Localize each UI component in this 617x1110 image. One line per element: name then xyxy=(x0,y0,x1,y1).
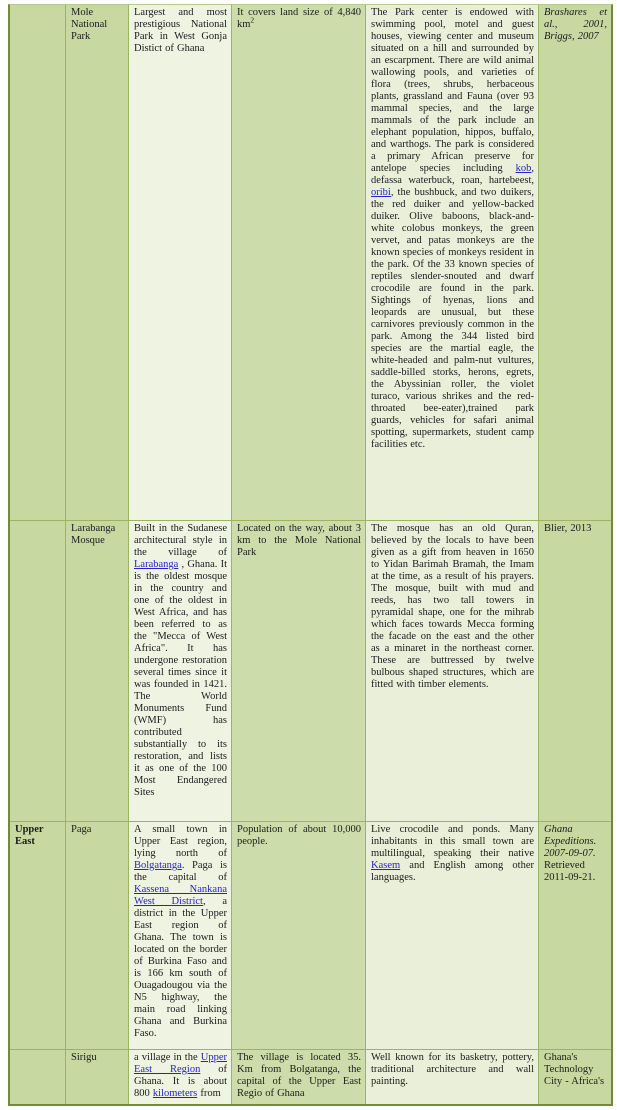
text-link[interactable]: Larabanga xyxy=(134,559,179,570)
text-run: Built in the Sudanese architectural style in the village of xyxy=(134,523,227,558)
text-run: Ghana Expeditions. 2007-09-07. xyxy=(544,824,597,859)
text-run: Brashares et al., 2001, Briggs, 2007 xyxy=(544,7,607,42)
cell-details xyxy=(366,822,539,1050)
cell-details xyxy=(366,5,539,521)
cell-details xyxy=(366,1050,539,1104)
table-row xyxy=(10,5,611,521)
text-run: , defassa waterbuck, roan, hartebeest, xyxy=(371,163,534,186)
text-run: Well known for its basketry, pottery, traditional architecture and wall painting. xyxy=(371,1052,534,1087)
text-run: It covers land size of 4,840 km xyxy=(237,7,361,30)
text-run: , a district in the Upper East region of Ghana. The town is located on the border of Burkina Faso and is 166 km south of Ouagadougou via the N5 highway, the main road linking Ghana and Burkina Faso. xyxy=(134,896,227,1039)
cell-site-name xyxy=(66,5,129,521)
cell-description xyxy=(129,822,232,1050)
cell-region xyxy=(10,5,66,521)
text-run: Mole National Park xyxy=(71,7,108,42)
cell-region xyxy=(10,822,66,1050)
text-run: Paga xyxy=(71,824,92,835)
text-run: from xyxy=(197,1088,221,1099)
text-link[interactable]: Upper East Region xyxy=(134,1052,227,1075)
text-link[interactable]: kob xyxy=(515,163,532,174)
text-run: Sirigu xyxy=(71,1052,97,1063)
text-run: A small town in Upper East region, lying north of xyxy=(134,824,227,859)
cell-location-size xyxy=(232,822,366,1050)
text-run: , the bushbuck, and two duikers, the red duiker and yellow-backed duiker. Olive baboons, black-and-white colobus monkeys, the green vervet, and patas monkeys are the known species of monkeys resident in the park. Of the 33 known species of reptiles slender-snouted and dwarf crocodile are found in the park. Sightings of hyenas, lions and leopards are unusual, but these carnivores previously common in the park. Among the 344 listed bird species are the martial eagle, the white-headed and palm-nut vultures, saddle-billed storks, herons, egrets, the Abyssinian roller, the violet turaco, various shrikes and the red-throated bee-eater),trained park guards, vehicles for safari animal spotting, supermarkets, student camp facilities etc. xyxy=(371,187,534,450)
text-run: , Ghana. It is the oldest mosque in the country and one of the oldest in West Africa, and has been referred to as the "Mecca of West Africa". It has undergone restoration several times since it was founded in 1421. The World Monuments Fund (WMF) has contributed substantially to its restoration, and lists it as one of the 100 Most Endangered Sites xyxy=(134,559,227,798)
cell-reference xyxy=(539,521,611,822)
cell-description xyxy=(129,521,232,822)
table-row xyxy=(10,1050,611,1104)
text-link[interactable]: Kassena Nankana West District xyxy=(134,884,227,907)
cell-region xyxy=(10,1050,66,1104)
text-run: Located on the way, about 3 km to the Mole National Park xyxy=(237,523,361,558)
text-run: and English among other languages. xyxy=(371,860,534,883)
cell-site-name xyxy=(66,822,129,1050)
text-run: of Ghana. It is about 800 xyxy=(134,1064,227,1099)
text-link[interactable]: Kasem xyxy=(371,860,401,871)
text-run: Live crocodile and ponds. Many inhabitants in this small town are multilingual, speaking their native xyxy=(371,824,534,859)
cell-description xyxy=(129,5,232,521)
text-run: 2 xyxy=(250,15,255,25)
text-run: Blier, 2013 xyxy=(544,523,592,534)
cell-location-size xyxy=(232,1050,366,1104)
cell-reference xyxy=(539,5,611,521)
cell-reference xyxy=(539,822,611,1050)
cell-site-name xyxy=(66,521,129,822)
table-row xyxy=(10,521,611,822)
text-run: Retrieved 2011-09-21. xyxy=(544,860,596,883)
text-run: The village is located 35. Km from Bolgatanga, the capital of the Upper East Regio of Ghana xyxy=(237,1052,361,1099)
text-run: . Paga is the capital of xyxy=(134,860,227,883)
cell-location-size xyxy=(232,521,366,822)
text-run: a village in the xyxy=(134,1052,201,1063)
text-link[interactable]: kilometers xyxy=(152,1088,198,1099)
text-run: The mosque has an old Quran, believed by the locals to have been given as a gift from heaven in 1650 to Yidan Barimah Bramah, the Imam at the time, as a result of his prayers. The mosque, built with mud and reeds, has two tall towers in pyramidal shape, one for the mihrab which faces towards Mecca forming the facade on the east and the other as a minaret in the northeast corner. These are buttressed by twelve bulbous shaped structures, which are fitted with timber elements. xyxy=(371,523,534,690)
cell-region xyxy=(10,521,66,822)
cell-reference xyxy=(539,1050,611,1104)
text-link[interactable]: oribi xyxy=(371,187,391,198)
cell-details xyxy=(366,521,539,822)
text-link[interactable]: Bolgatanga xyxy=(134,860,182,871)
text-run: The Park center is endowed with swimming pool, motel and guest houses, viewing center and museum situated on a hill and surrounded by an escarpment. There are wild animal wallowing pools, and varieties of flora (trees, shrubs, herbaceous plants, grassland and Fauna (over 93 mammal species, and the large mammals of the park include an elephant population, hippos, buffalo, and warthogs. The park is considered a primary African preserve for antelope species including xyxy=(371,7,534,174)
tourist-sites-table xyxy=(8,4,613,1106)
text-run: Largest and most prestigious National Park in West Gonja Distict of Ghana xyxy=(134,7,227,54)
text-run: Upper East xyxy=(15,824,44,847)
text-run: Population of about 10,000 people. xyxy=(237,824,361,847)
cell-description xyxy=(129,1050,232,1104)
table-row xyxy=(10,822,611,1050)
text-run: Larabanga Mosque xyxy=(71,523,116,546)
cell-location-size xyxy=(232,5,366,521)
cell-site-name xyxy=(66,1050,129,1104)
text-run: Ghana's Technology City - Africa's xyxy=(544,1052,605,1087)
